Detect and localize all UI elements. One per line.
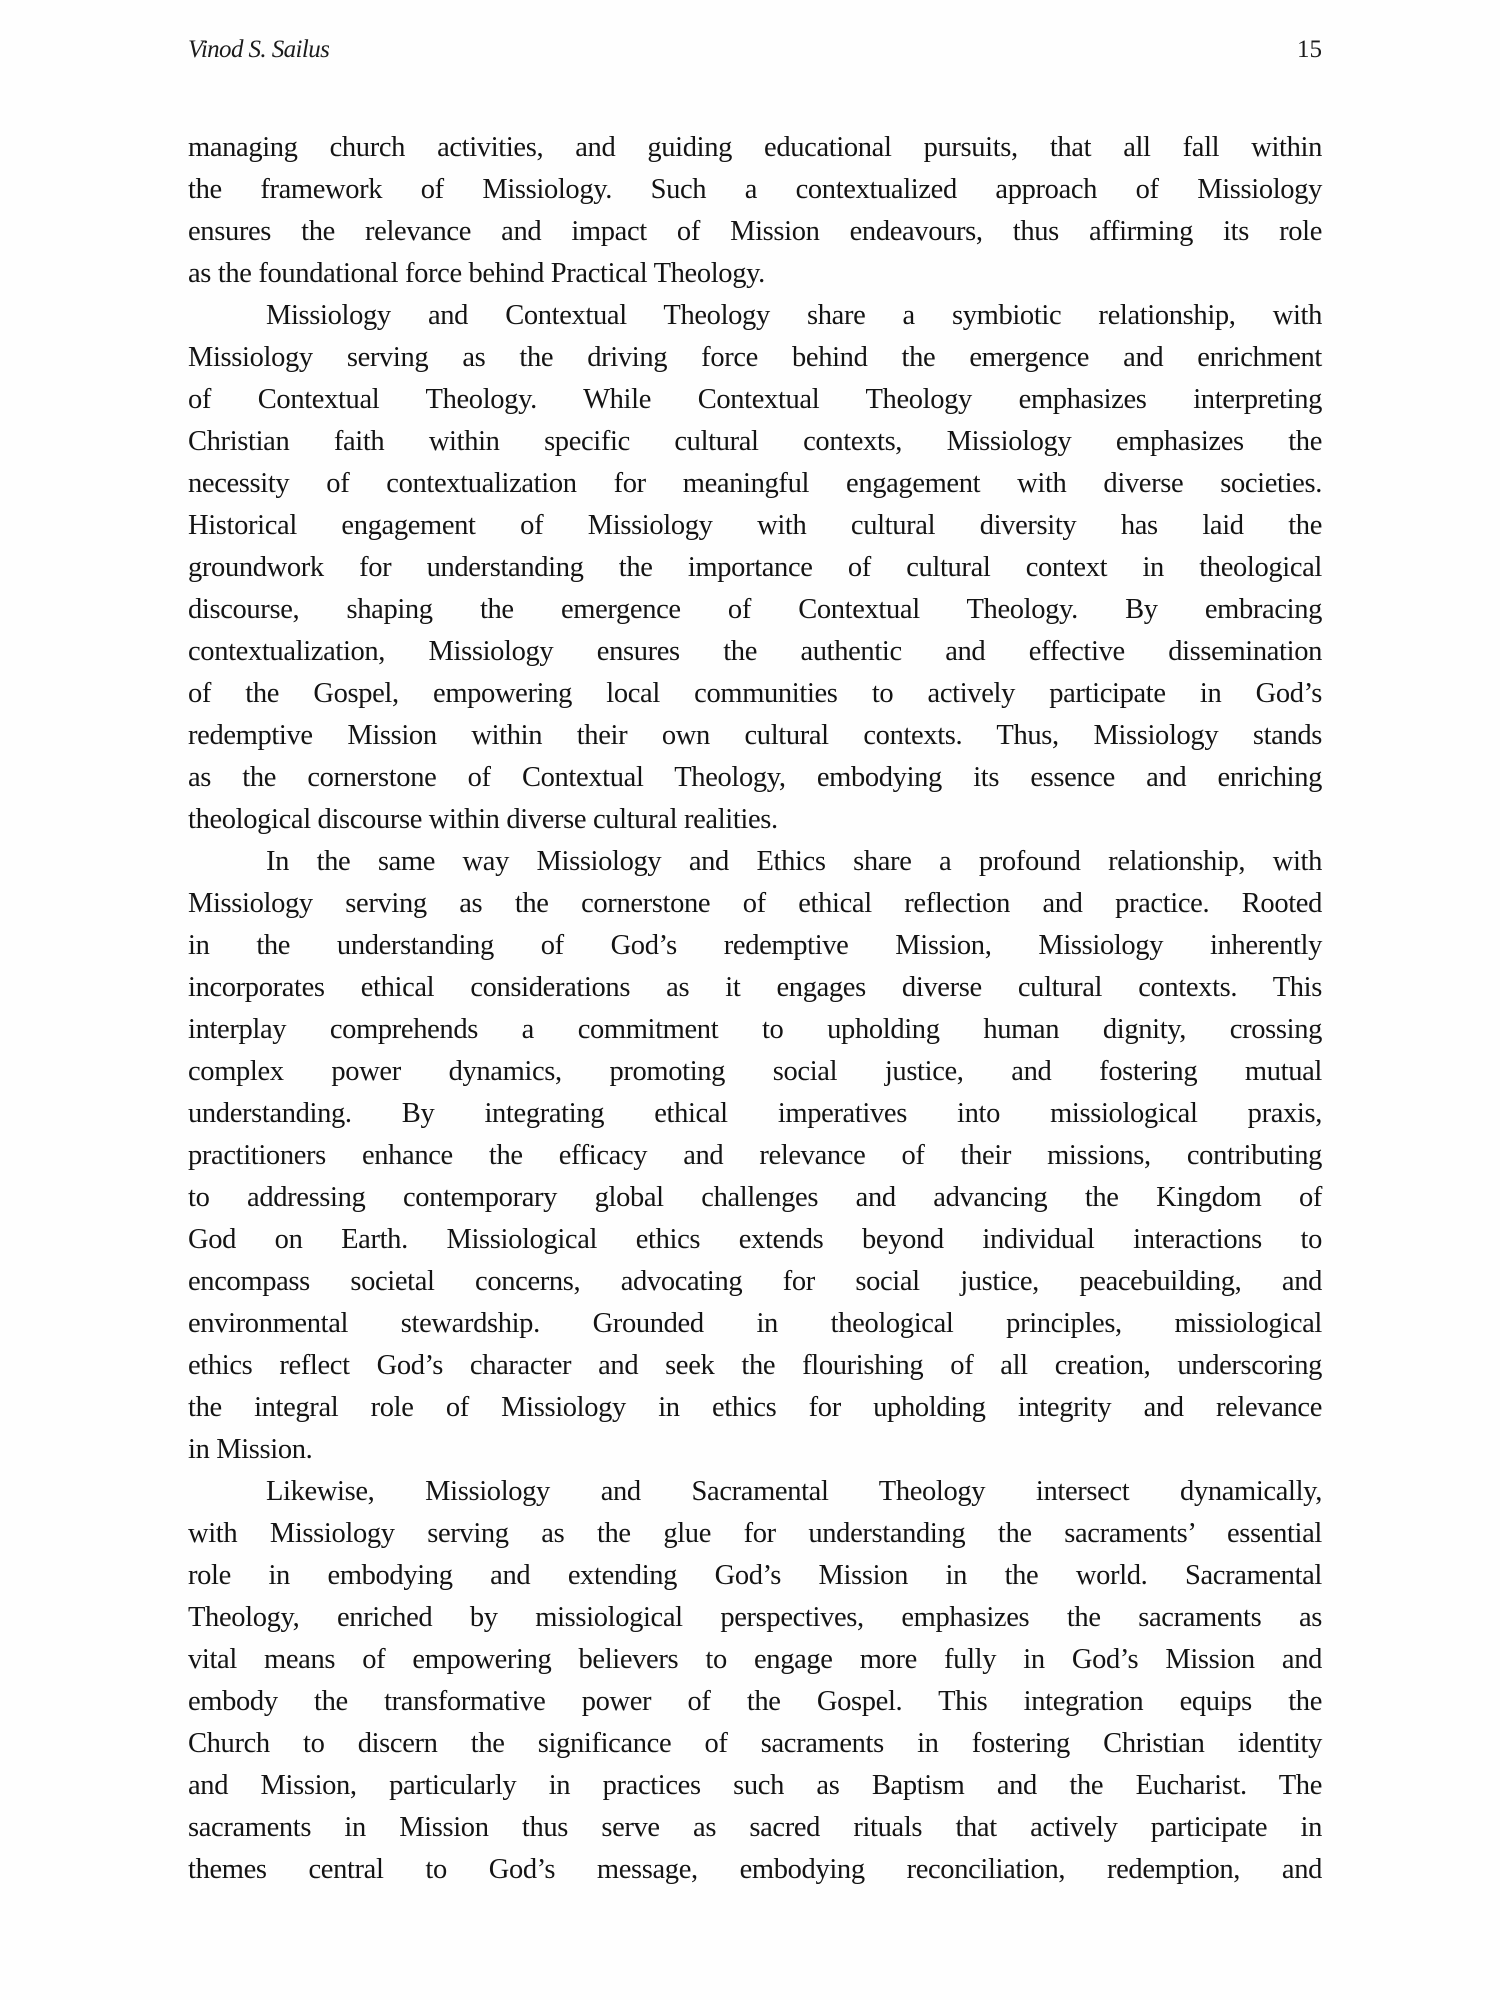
body-text: [188, 127, 1322, 1891]
text-line: and Mission, particularly in practices such as Baptism and the Eucharist. The: [188, 1770, 1322, 1801]
text-line: the integral role of Missiology in ethics for upholding integrity and relevance: [188, 1392, 1322, 1423]
text-line: to addressing contemporary global challenges and advancing the Kingdom of: [188, 1182, 1322, 1213]
text-line: Christian faith within specific cultural contexts, Missiology emphasizes the: [188, 426, 1322, 457]
text-line: as the foundational force behind Practical Theology.: [188, 258, 765, 289]
text-line: environmental stewardship. Grounded in theological principles, missiological: [188, 1308, 1322, 1339]
text-line: Historical engagement of Missiology with cultural diversity has laid the: [188, 510, 1322, 541]
text-line: with Missiology serving as the glue for understanding the sacraments’ essential: [188, 1518, 1322, 1549]
text-line: of Contextual Theology. While Contextual Theology emphasizes interpreting: [188, 384, 1322, 415]
text-line: incorporates ethical considerations as it engages diverse cultural contexts. This: [188, 972, 1322, 1003]
paragraph: [188, 295, 1322, 841]
text-line: understanding. By integrating ethical imperatives into missiological praxis,: [188, 1098, 1322, 1129]
text-line: in Mission.: [188, 1434, 313, 1465]
text-line: the framework of Missiology. Such a contextualized approach of Missiology: [188, 174, 1322, 205]
text-line: embody the transformative power of the Gospel. This integration equips the: [188, 1686, 1322, 1717]
text-line: of the Gospel, empowering local communities to actively participate in God’s: [188, 678, 1322, 709]
text-line: redemptive Mission within their own cultural contexts. Thus, Missiology stands: [188, 720, 1322, 751]
text-line: encompass societal concerns, advocating for social justice, peacebuilding, and: [188, 1266, 1322, 1297]
text-line: Missiology and Contextual Theology share a symbiotic relationship, with: [266, 300, 1322, 331]
text-line: themes central to God’s message, embodying reconciliation, redemption, and: [188, 1854, 1322, 1885]
text-line: Missiology serving as the driving force behind the emergence and enrichment: [188, 342, 1322, 373]
text-line: Missiology serving as the cornerstone of ethical reflection and practice. Rooted: [188, 888, 1322, 919]
text-line: Likewise, Missiology and Sacramental Theology intersect dynamically,: [266, 1476, 1322, 1507]
paragraph: [188, 127, 1322, 295]
text-line: practitioners enhance the efficacy and relevance of their missions, contributing: [188, 1140, 1322, 1171]
page-number: 15: [1297, 36, 1322, 63]
text-line: sacraments in Mission thus serve as sacred rituals that actively participate in: [188, 1812, 1322, 1843]
text-line: managing church activities, and guiding educational pursuits, that all fall within: [188, 132, 1322, 163]
paragraph: [188, 841, 1322, 1471]
text-line: In the same way Missiology and Ethics share a profound relationship, with: [266, 846, 1322, 877]
text-line: theological discourse within diverse cultural realities.: [188, 804, 778, 835]
text-line: God on Earth. Missiological ethics extends beyond individual interactions to: [188, 1224, 1322, 1255]
running-head-author: Vinod S. Sailus: [188, 36, 330, 63]
text-line: ensures the relevance and impact of Mission endeavours, thus affirming its role: [188, 216, 1322, 247]
text-line: in the understanding of God’s redemptive Mission, Missiology inherently: [188, 930, 1322, 961]
paragraph: [188, 1471, 1322, 1891]
text-line: as the cornerstone of Contextual Theology, embodying its essence and enriching: [188, 762, 1322, 793]
text-line: complex power dynamics, promoting social justice, and fostering mutual: [188, 1056, 1322, 1087]
running-head: [188, 36, 1322, 70]
text-line: discourse, shaping the emergence of Contextual Theology. By embracing: [188, 594, 1322, 625]
text-line: necessity of contextualization for meaningful engagement with diverse societies.: [188, 468, 1322, 499]
text-line: groundwork for understanding the importance of cultural context in theological: [188, 552, 1322, 583]
text-line: Church to discern the significance of sacraments in fostering Christian identity: [188, 1728, 1322, 1759]
text-line: ethics reflect God’s character and seek the flourishing of all creation, underscoring: [188, 1350, 1322, 1381]
text-line: interplay comprehends a commitment to upholding human dignity, crossing: [188, 1014, 1322, 1045]
text-line: contextualization, Missiology ensures the authentic and effective dissemination: [188, 636, 1322, 667]
text-line: vital means of empowering believers to engage more fully in God’s Mission and: [188, 1644, 1322, 1675]
text-line: Theology, enriched by missiological perspectives, emphasizes the sacraments as: [188, 1602, 1322, 1633]
text-line: role in embodying and extending God’s Mission in the world. Sacramental: [188, 1560, 1322, 1591]
